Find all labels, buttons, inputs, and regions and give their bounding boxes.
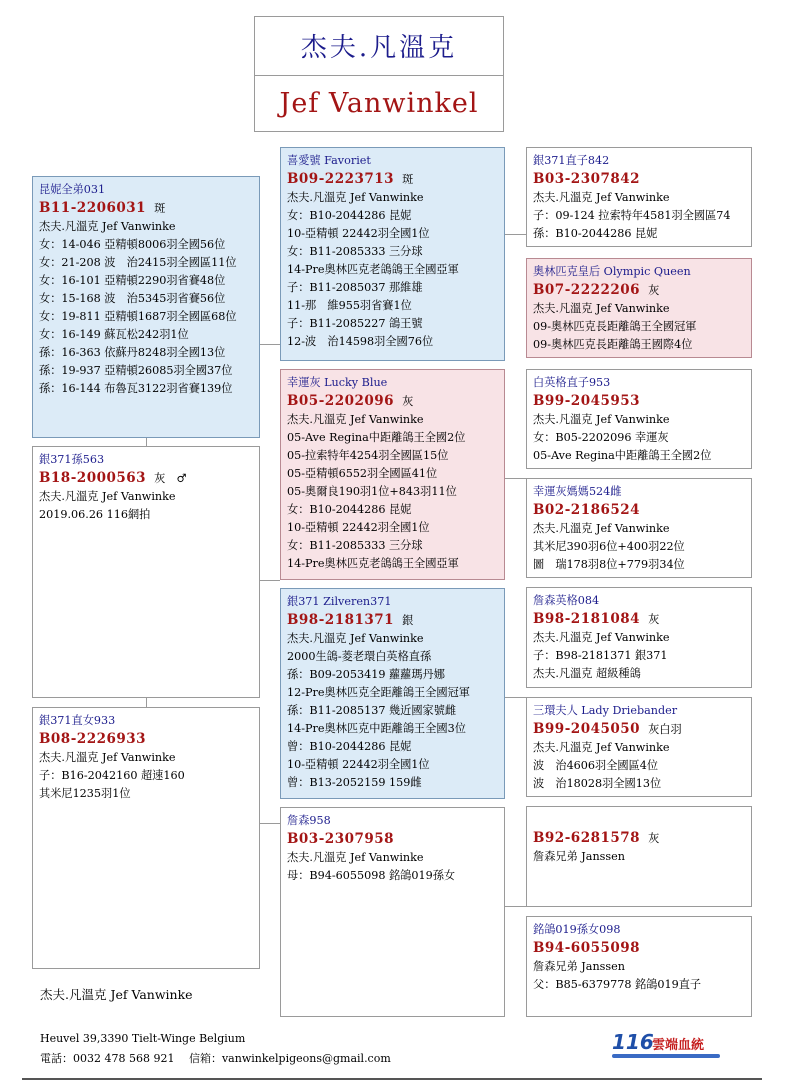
connector-line (504, 697, 526, 698)
pedigree-line: 杰夫.凡溫克 Jef Vanwinke (287, 413, 424, 426)
pedigree-line: 女：14-046 亞精頓8006羽全國56位 (39, 238, 226, 251)
pedigree-box-dam (32, 707, 260, 969)
pedigree-box-dam-sire (280, 588, 505, 799)
pedigree-line: 05-亞精頓6552羽全國區41位 (287, 467, 438, 480)
pedigree-line: 女：16-149 蘇瓦松242羽1位 (39, 328, 189, 341)
ring-number: B18-2000563 灰 ♂ (39, 470, 187, 486)
owner-name: 杰夫.凡溫克 Jef Vanwinke (40, 987, 193, 1002)
pedigree-line: 05-奧爾良190羽1位+843羽11位 (287, 485, 457, 498)
pedigree-line: 女：19-811 亞精頓1687羽全國區68位 (39, 310, 237, 323)
pedigree-line: 女：B10-2044286 昆妮 (287, 503, 412, 516)
pedigree-line: 孫：19-937 亞精頓26085羽全國37位 (39, 364, 233, 377)
logo-text: 雲端血統 (652, 1038, 705, 1053)
pedigree-line: 女：16-101 亞精頓2290羽省賽48位 (39, 274, 226, 287)
title-english: Jef Vanwinkel (279, 88, 479, 119)
pedigree-line: 12-波 治14598羽全國76位 (287, 335, 434, 348)
footer-address: Heuvel 39,3390 Tielt-Winge Belgium (40, 1032, 246, 1045)
pedigree-line: 詹森兄弟 Janssen (533, 960, 625, 973)
bottom-divider (22, 1078, 762, 1080)
pedigree-line: 波 治4606羽全國區4位 (533, 759, 659, 772)
connector-line (146, 698, 147, 707)
pigeon-name: 詹森958 (287, 814, 331, 827)
pigeon-color: 灰白羽 (648, 723, 682, 736)
ring-number: B03-2307842 (533, 171, 641, 187)
pedigree-line: 10-亞精頓 22442羽全國1位 (287, 758, 430, 771)
pedigree-box-g3 (526, 369, 752, 469)
pigeon-color: 灰 (648, 832, 660, 845)
ring-number: B08-2226933 (39, 731, 147, 747)
pigeon-color: 灰 (648, 613, 660, 626)
pigeon-color: 灰 ♂ (154, 472, 187, 485)
pigeon-color: 斑 (154, 202, 166, 215)
pedigree-box-g1 (526, 147, 752, 247)
pedigree-line: 杰夫.凡溫克 超級種鴿 (533, 667, 641, 680)
ring-number: B99-2045050 灰白羽 (533, 721, 682, 737)
logo-swoosh-icon (612, 1054, 720, 1058)
logo-number: 116 (612, 1030, 654, 1054)
pedigree-line: 圖 瑞178羽8位+779羽34位 (533, 558, 685, 571)
pigeon-name: 幸運灰媽媽524雌 (533, 485, 622, 498)
pedigree-line: 杰夫.凡溫克 Jef Vanwinke (533, 191, 670, 204)
pedigree-line: 杰夫.凡溫克 Jef Vanwinke (287, 851, 424, 864)
ring-number: B03-2307958 (287, 831, 395, 847)
title-box (254, 16, 504, 132)
connector-line (259, 580, 280, 581)
connector-line (504, 478, 526, 479)
pigeon-name: 喜愛號 Favoriet (287, 154, 371, 167)
title-chinese: 杰夫.凡溫克 (300, 33, 458, 63)
pigeon-name: 奧林匹克皇后 Olympic Queen (533, 265, 691, 278)
connector-line (259, 344, 280, 345)
pigeon-color: 銀 (402, 614, 414, 627)
pigeon-name: 白英格直子953 (533, 376, 611, 389)
ring-number: B94-6055098 (533, 940, 641, 956)
ring-number: B09-2223713 斑 (287, 171, 414, 187)
pedigree-line: 杰夫.凡溫克 Jef Vanwinke (533, 741, 670, 754)
pedigree-line: 09-奧林匹克長距離鴿王國際4位 (533, 338, 693, 351)
pedigree-line: 10-亞精頓 22442羽全國1位 (287, 521, 430, 534)
ring-number: B05-2202096 灰 (287, 393, 414, 409)
pedigree-line: 2000生鴿-菱老環白英格直孫 (287, 650, 432, 663)
pedigree-line: 父：B85-6379778 銘鴿019直子 (533, 978, 702, 991)
pedigree-line: 詹森兄弟 Janssen (533, 850, 625, 863)
pedigree-line: 女：21-208 波 治2415羽全國區11位 (39, 256, 237, 269)
pigeon-color: 灰 (402, 395, 414, 408)
pedigree-box-g2 (526, 258, 752, 358)
pedigree-line: 女：B05-2202096 幸運灰 (533, 431, 669, 444)
pedigree-line: 孫：16-144 布魯瓦3122羽省賽139位 (39, 382, 233, 395)
pigeon-name: 昆妮全弟031 (39, 183, 106, 196)
pedigree-box-sire-dam (280, 369, 505, 580)
pedigree-line: 杰夫.凡溫克 Jef Vanwinke (39, 490, 176, 503)
footer-contact: 電話：0032 478 568 921 信箱：vanwinkelpigeons@gmail.com (40, 1052, 391, 1065)
pedigree-line: 杰夫.凡溫克 Jef Vanwinke (39, 751, 176, 764)
pigeon-color: 灰 (648, 284, 660, 297)
pedigree-box-g4 (526, 478, 752, 578)
ring-number: B98-2181084 灰 (533, 611, 660, 627)
pedigree-line: 杰夫.凡溫克 Jef Vanwinke (533, 631, 670, 644)
brand-logo (612, 1030, 724, 1060)
pedigree-line: 09-奧林匹克長距離鴿王全國冠軍 (533, 320, 697, 333)
pedigree-line: 其米尼1235羽1位 (39, 787, 131, 800)
pedigree-line: 14-Pre奧林匹克老鴿鴿王全國亞軍 (287, 263, 459, 276)
pedigree-line: 10-亞精頓 22442羽全國1位 (287, 227, 430, 240)
pedigree-line: 杰夫.凡溫克 Jef Vanwinke (287, 191, 424, 204)
pedigree-line: 孫：B09-2053419 蘿蘿瑪丹娜 (287, 668, 445, 681)
pigeon-color: 斑 (402, 173, 414, 186)
pedigree-line: 女：B11-2085333 三分球 (287, 245, 423, 258)
pedigree-line: 杰夫.凡溫克 Jef Vanwinke (533, 522, 670, 535)
pedigree-line: 05-拉索特年4254羽全國區15位 (287, 449, 449, 462)
pedigree-box-mate (32, 446, 260, 698)
connector-line (146, 437, 147, 446)
pigeon-name: 銀371直女933 (39, 714, 116, 727)
pedigree-line: 12-Pre奧林匹克全距離鴿王全國冠軍 (287, 686, 470, 699)
pigeon-name: 幸運灰 Lucky Blue (287, 376, 388, 389)
pedigree-line: 2019.06.26 116網拍 (39, 508, 151, 521)
ring-number: B92-6281578 灰 (533, 830, 660, 846)
pedigree-line: 05-Ave Regina中距離鴿王全國2位 (287, 431, 466, 444)
pedigree-line: 孫：B11-2085137 幾近國家號雌 (287, 704, 457, 717)
pedigree-line: 杰夫.凡溫克 Jef Vanwinke (39, 220, 176, 233)
pedigree-box-main (32, 176, 260, 438)
pigeon-name: 詹森英格084 (533, 594, 600, 607)
pigeon-name: 銀371直子842 (533, 154, 610, 167)
pedigree-line: 波 治18028羽全國13位 (533, 777, 662, 790)
pedigree-line: 子：B98-2181371 銀371 (533, 649, 668, 662)
pedigree-line: 杰夫.凡溫克 Jef Vanwinke (533, 413, 670, 426)
ring-number: B02-2186524 (533, 502, 641, 518)
ring-number: B11-2206031 斑 (39, 200, 166, 216)
pigeon-name: 三環夫人 Lady Driebander (533, 704, 678, 717)
pedigree-box-sire-sire (280, 147, 505, 361)
pedigree-line: 子：B11-2085037 那維雄 (287, 281, 423, 294)
ring-number: B98-2181371 銀 (287, 612, 414, 628)
pedigree-line: 子：B11-2085227 鴿王號 (287, 317, 423, 330)
pedigree-line: 其米尼390羽6位+400羽22位 (533, 540, 685, 553)
pedigree-line: 杰夫.凡溫克 Jef Vanwinke (533, 302, 670, 315)
connector-line (504, 234, 526, 235)
pedigree-line: 子：09-124 拉索特年4581羽全國區74 (533, 209, 731, 222)
connector-line (259, 823, 280, 824)
pedigree-box-dam-dam (280, 807, 505, 1017)
pedigree-line: 杰夫.凡溫克 Jef Vanwinke (287, 632, 424, 645)
connector-line (504, 906, 526, 907)
pedigree-box-g6 (526, 697, 752, 797)
pedigree-box-g7 (526, 806, 752, 907)
pedigree-line: 母：B94-6055098 銘鴿019孫女 (287, 869, 456, 882)
pedigree-line: 11-那 維955羽省賽1位 (287, 299, 412, 312)
pedigree-box-g5 (526, 587, 752, 688)
pedigree-line: 05-Ave Regina中距離鴿王全國2位 (533, 449, 712, 462)
pedigree-line: 孫：B10-2044286 昆妮 (533, 227, 658, 240)
pedigree-line: 曾：B10-2044286 昆妮 (287, 740, 412, 753)
pedigree-line: 女：15-168 波 治5345羽省賽56位 (39, 292, 226, 305)
pedigree-box-g8 (526, 916, 752, 1017)
pedigree-line: 子：B16-2042160 超速160 (39, 769, 185, 782)
pedigree-line: 14-Pre奧林匹克老鴿鴿王全國亞軍 (287, 557, 459, 570)
ring-number: B99-2045953 (533, 393, 641, 409)
pigeon-name: 銘鴿019孫女098 (533, 923, 621, 936)
pedigree-line: 孫：16-363 依蘇丹8248羽全國13位 (39, 346, 226, 359)
pedigree-line: 14-Pre奧林匹克中距離鴿王全國3位 (287, 722, 466, 735)
pedigree-line: 曾：B13-2052159 159雌 (287, 776, 422, 789)
pigeon-name: 銀371孫563 (39, 453, 105, 466)
pedigree-line: 女：B10-2044286 昆妮 (287, 209, 412, 222)
pigeon-name: 銀371 Zilveren371 (287, 595, 392, 608)
ring-number: B07-2222206 灰 (533, 282, 660, 298)
pedigree-line: 女：B11-2085333 三分球 (287, 539, 423, 552)
